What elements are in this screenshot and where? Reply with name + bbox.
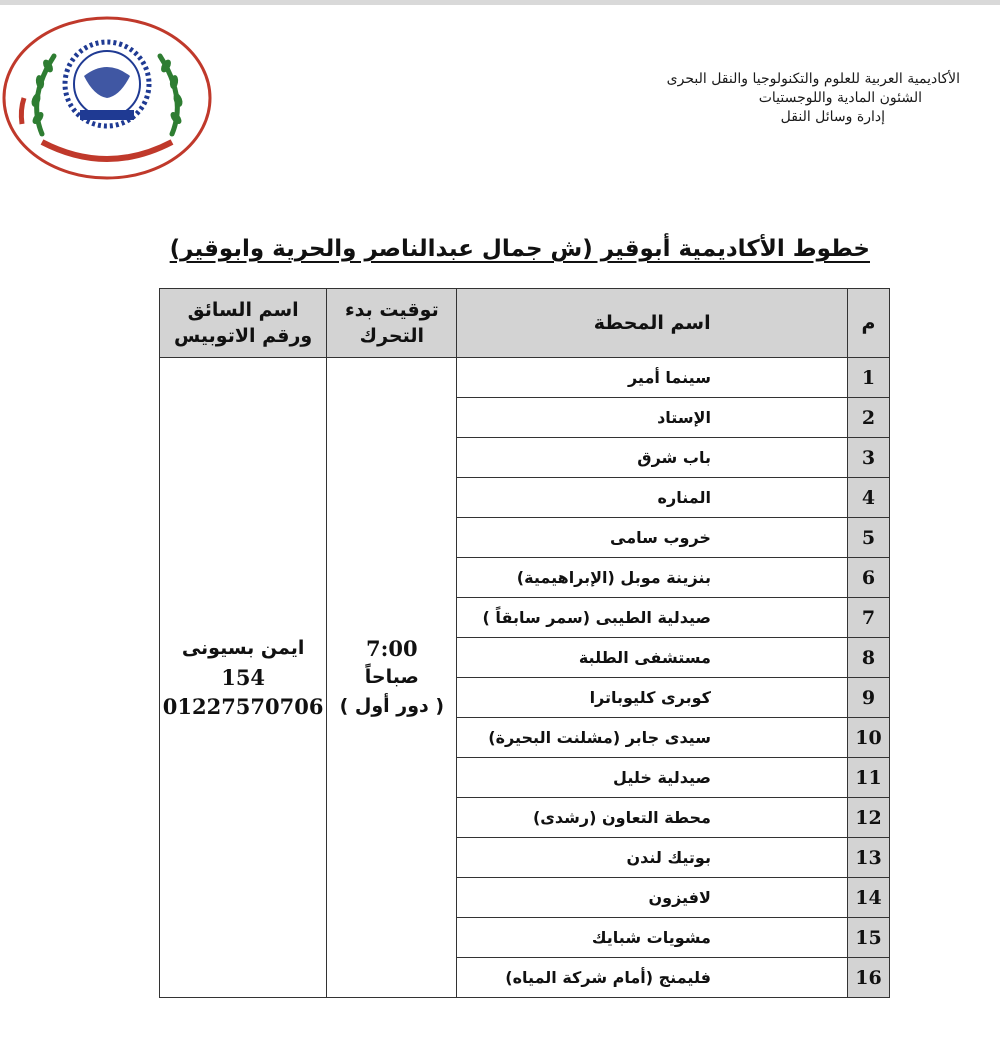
row-number: 16 — [847, 958, 889, 998]
station-name: المناره — [457, 478, 848, 518]
org-line-3: إدارة وسائل النقل — [780, 109, 885, 125]
row-number: 6 — [847, 558, 889, 598]
row-number: 12 — [847, 798, 889, 838]
row-number: 9 — [847, 678, 889, 718]
departure-round: ( دور أول ) — [339, 695, 445, 717]
driver-name: ايمن بسيونى — [181, 637, 305, 659]
table-header-row — [160, 289, 890, 358]
page-title: خطوط الأكاديمية أبوقير (ش جمال عبدالناصر والحرية وابوقير) — [169, 236, 870, 262]
header-station: اسم المحطة — [457, 289, 848, 358]
station-name: فليمنج (أمام شركة المياه) — [457, 958, 848, 998]
header-driver-line-1: اسم السائق — [187, 299, 299, 321]
departure-time: 7:00 — [366, 636, 418, 661]
station-name: بنزينة موبل (الإبراهيمية) — [457, 558, 848, 598]
org-line-2: الشئون المادية واللوجستيات — [758, 90, 922, 106]
header-time-line-1: توقيت بدء — [344, 299, 439, 321]
route-table — [159, 288, 890, 998]
driver-phone: 01227570706 — [162, 694, 324, 719]
station-name: كوبرى كليوباترا — [457, 678, 848, 718]
org-line-1: الأكاديمية العربية للعلوم والتكنولوجيا والنقل البحرى — [666, 71, 960, 87]
header-num: م — [847, 289, 889, 358]
station-name: صيدلية الطيبى (سمر سابقاً ) — [457, 598, 848, 638]
station-name: صيدلية خليل — [457, 758, 848, 798]
station-name: سيدى جابر (مشلنت البحيرة) — [457, 718, 848, 758]
top-border — [0, 0, 1000, 5]
row-number: 3 — [847, 438, 889, 478]
station-name: سينما أمير — [457, 358, 848, 398]
header-driver-line-2: ورقم الاتوبيس — [174, 325, 313, 347]
departure-period: صباحاً — [364, 666, 419, 688]
row-number: 14 — [847, 878, 889, 918]
header-time-line-2: التحرك — [359, 325, 424, 347]
station-name: محطة التعاون (رشدى) — [457, 798, 848, 838]
driver-cell — [160, 358, 327, 998]
station-name: الإستاد — [457, 398, 848, 438]
header-driver — [160, 289, 327, 358]
row-number: 11 — [847, 758, 889, 798]
row-number: 15 — [847, 918, 889, 958]
station-name: مستشفى الطلبة — [457, 638, 848, 678]
row-number: 10 — [847, 718, 889, 758]
organization-header — [667, 70, 960, 127]
academy-seal-icon — [2, 14, 212, 182]
row-number: 4 — [847, 478, 889, 518]
row-number: 13 — [847, 838, 889, 878]
row-number: 1 — [847, 358, 889, 398]
row-number: 5 — [847, 518, 889, 558]
row-number: 7 — [847, 598, 889, 638]
station-name: باب شرق — [457, 438, 848, 478]
row-number: 8 — [847, 638, 889, 678]
station-name: مشويات شبايك — [457, 918, 848, 958]
station-name: خروب سامى — [457, 518, 848, 558]
station-name: بوتيك لندن — [457, 838, 848, 878]
table-row — [160, 358, 890, 398]
row-number: 2 — [847, 398, 889, 438]
bus-number: 154 — [221, 665, 266, 690]
header-time — [327, 289, 457, 358]
departure-time-cell — [327, 358, 457, 998]
station-name: لافيزون — [457, 878, 848, 918]
